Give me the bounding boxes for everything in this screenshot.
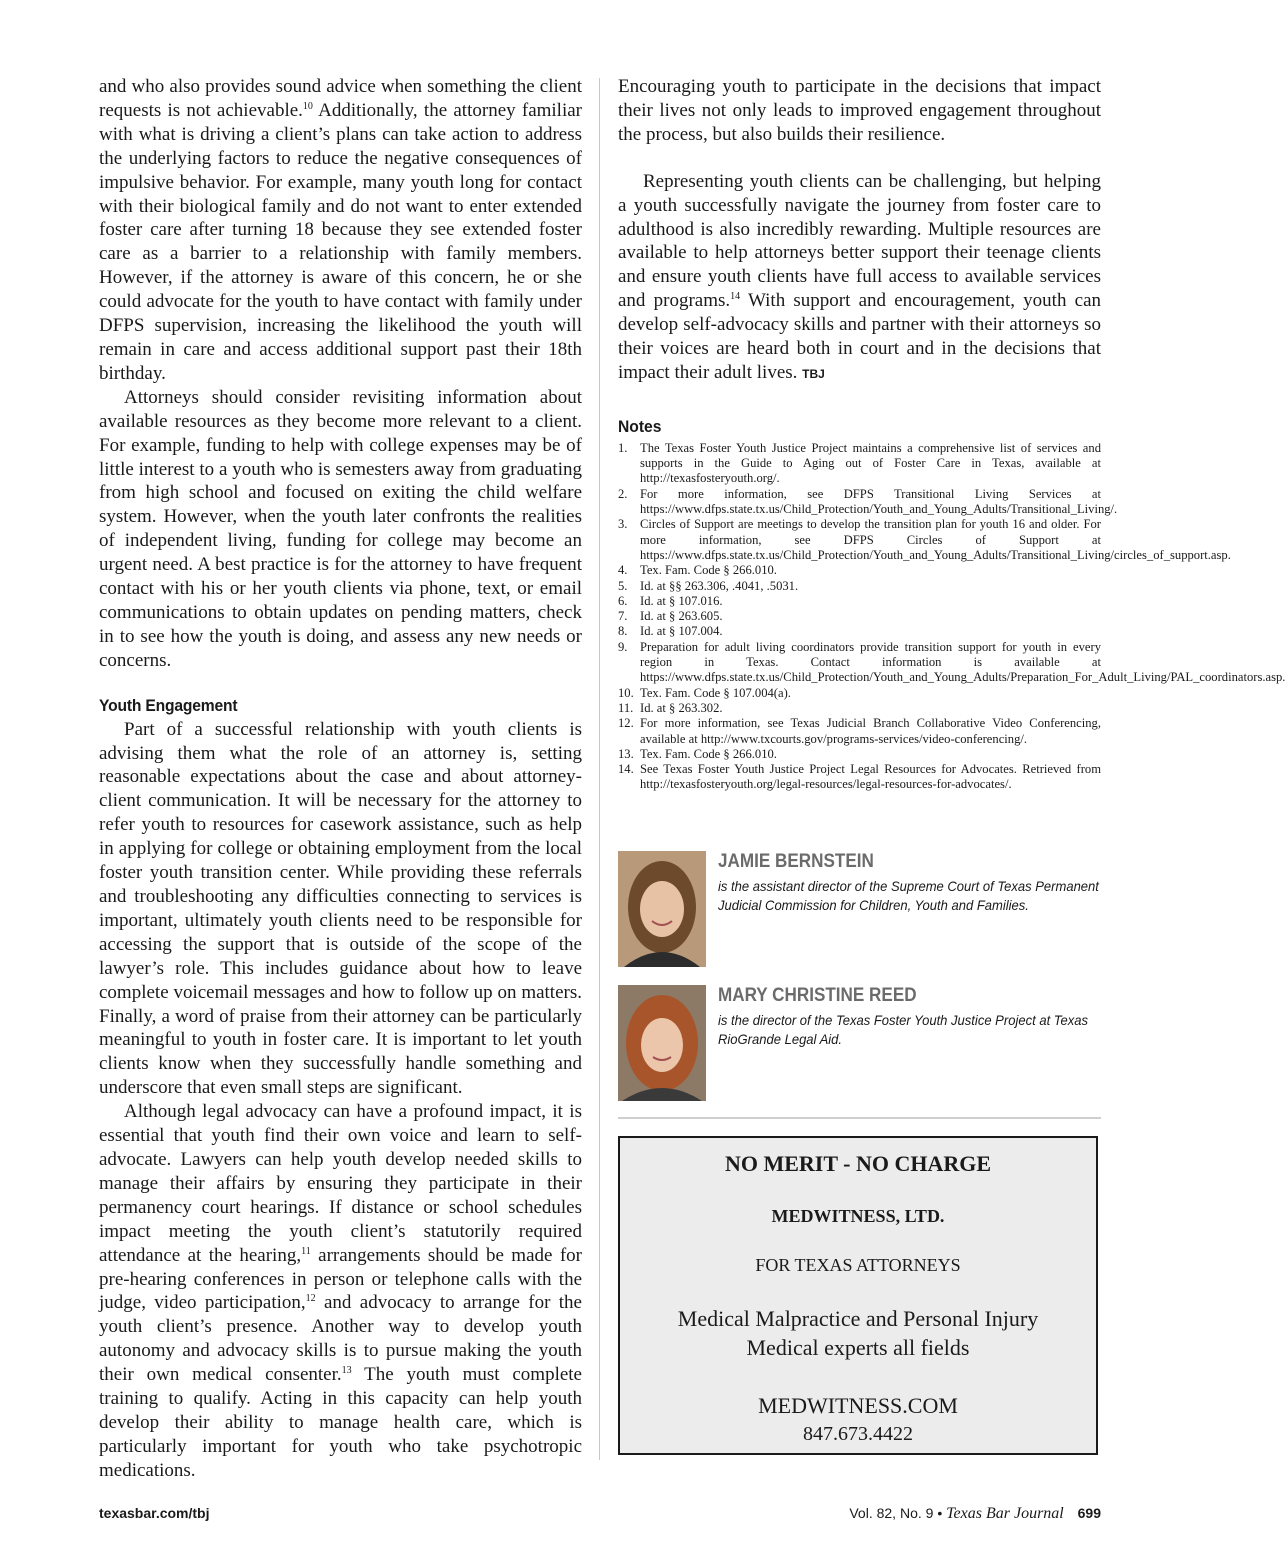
note-item: [618, 701, 1101, 716]
author-bio-bernstein: [618, 851, 1101, 969]
author-photo: [618, 985, 706, 1101]
note-text: Tex. Fam. Code § 107.004(a).: [640, 685, 791, 700]
paragraph: Part of a successful relationship with youth clients is advising them what the role of an attorney is, setting reasonable expectations about the case and about attorney-client communication. It will be necessary for the attorney to refer youth to resources for casework assistance, such as help in applying for college or obtaining employment from the local foster youth transition center. While providing these referrals and troubleshooting any difficulties connecting to services is important, ultimately youth clients need to be responsible for accessing the support that is outside of the scope of the lawyer’s role. This includes guidance about how to leave complete voicemail messages and how to follow up on matters. Finally, a word of praise from their attorney can be particularly meaningful to youth in foster care. It is important to let youth clients know when they successfully handle something and underscore that even small steps are significant.: [99, 718, 582, 1099]
note-text: For more information, see DFPS Transitional Living Services at https://www.dfps.state.tx.us/Child_Protection/Youth_and_Young_Adults/Transitional_Living/.: [640, 486, 1118, 517]
note-number: 2.: [618, 486, 628, 501]
note-item: [618, 517, 1231, 563]
note-number: 13.: [618, 746, 634, 761]
note-text: The Texas Foster Youth Justice Project maintains a comprehensive list of services and supports in the Guide to Aging out of Foster Care in Texas, available at http://texasfosteryouth.org/.: [640, 440, 1101, 486]
ad-service-line: Medical Malpractice and Personal Injury: [677, 1306, 1039, 1331]
footer-journal: Texas Bar Journal: [946, 1505, 1064, 1522]
note-text: See Texas Foster Youth Justice Project Legal Resources for Advocates. Retrieved from http://texasfosteryouth.org/legal-resources/legal-resources-for-advocates/.: [640, 762, 1101, 792]
note-text: For more information, see Texas Judicial Branch Collaborative Video Conferencing, available at http://www.txcourts.gov/programs-services/video-conferencing/.: [640, 716, 1101, 746]
note-text: Id. at § 263.302.: [640, 700, 723, 715]
text: arrangements should be made for pre-hearing conferences in person or telephone calls with the judge, video participation,: [99, 1244, 582, 1314]
ad-services: [620, 1304, 1096, 1362]
paragraph: [99, 75, 582, 386]
ad-company: MEDWITNESS, LTD.: [771, 1206, 945, 1226]
note-number: 11.: [618, 700, 634, 715]
note-item: [618, 624, 1101, 639]
left-column: [99, 75, 582, 1483]
author-name: MARY CHRISTINE REED: [718, 985, 917, 1006]
column-divider: [599, 78, 600, 1460]
note-text: Circles of Support are meetings to develop the transition plan for youth 16 and older. For more information, see DFPS Circles of Support at https://www.dfps.state.tx.us/Child_Protection/Youth_and_Young_Adults/Transitional_Living/circles_of_support.asp.: [640, 517, 1231, 562]
page-number: 699: [1077, 1505, 1101, 1521]
note-number: 10.: [618, 685, 634, 700]
text: Representing youth clients can be challenging, but helping a youth successfully navigate the journey from foster care to adulthood is also incredibly rewarding. Multiple resources are available to help attorneys better support their teenage clients and ensure youth clients have full access to available services and programs.: [618, 170, 1101, 312]
note-text: Id. at § 263.605.: [640, 609, 723, 624]
note-text: Id. at § 107.016.: [640, 593, 723, 608]
paragraph: Encouraging youth to participate in the decisions that impact their lives not only leads to improved engagement throughout the process, but also builds their resilience.: [618, 76, 1101, 145]
note-number: 5.: [618, 578, 628, 593]
note-number: 9.: [618, 639, 628, 654]
note-number: 8.: [618, 624, 628, 639]
end-mark: TBJ: [802, 366, 825, 381]
text: and who also provides sound advice when something the client requests is not achievable.: [99, 76, 582, 121]
author-bio: is the assistant director of the Supreme Court of Texas Permanent Judicial Commission for Children, Youth and Families.: [718, 878, 1099, 913]
face: [640, 881, 684, 937]
note-number: 1.: [618, 440, 628, 455]
note-item: [618, 441, 1101, 487]
note-item: [618, 686, 1101, 701]
note-item: [618, 609, 1101, 624]
face: [641, 1018, 683, 1072]
ad-audience: FOR TEXAS ATTORNEYS: [755, 1255, 961, 1275]
footer-url: texasbar.com/tbj: [99, 1505, 210, 1521]
note-text: Tex. Fam. Code § 266.010.: [640, 563, 777, 578]
medwitness-advertisement: [618, 1136, 1098, 1455]
note-item: [618, 747, 1101, 762]
footnote-ref: 14: [730, 291, 741, 303]
paragraph: [618, 170, 1101, 387]
ad-headline: NO MERIT - NO CHARGE: [724, 1151, 992, 1176]
note-text: Preparation for adult living coordinators provide transition support for youth in every region in Texas. Contact information is available at https://www.dfps.state.tx.us/Child_Protection/Youth_and_Young_Adults/Preparation_For_Adult_Living/PAL_coordinators.asp.: [640, 639, 1285, 685]
paragraph: Attorneys should consider revisiting information about available resources as they become more relevant to a client. For example, funding to help with college expenses may be of little interest to a youth who is semesters away from graduating from high school and focused on exiting the child welfare system. However, when the youth later confronts the realities of independent living, funding for college may become an urgent need. A best practice is for the attorney to have frequent contact with his or her youth clients via phone, text, or email communications to obtain updates on pending matters, check in to see how the youth is doing, and assess any new needs or concerns.: [99, 386, 582, 671]
note-number: 7.: [618, 609, 628, 624]
ad-website: MEDWITNESS.COM: [758, 1393, 958, 1418]
right-column: [618, 75, 1285, 793]
note-item: [618, 563, 1101, 578]
note-item: [618, 716, 1101, 747]
author-name: JAMIE BERNSTEIN: [718, 851, 874, 872]
paragraph: [99, 1100, 582, 1483]
footnote-ref: 11: [301, 1245, 311, 1257]
text: The youth must complete training to qualify. Acting in this capacity can help youth develop their ability to manage health care, which is particularly important for youth who take psychotropic medications.: [99, 1364, 582, 1481]
ad-phone: 847.673.4422: [803, 1423, 913, 1445]
note-number: 14.: [618, 762, 634, 777]
ad-service-line: Medical experts all fields: [746, 1335, 970, 1360]
footnote-ref: 13: [341, 1365, 352, 1377]
note-item: [618, 579, 1101, 594]
notes-list: [618, 440, 1285, 793]
note-text: Id. at §§ 263.306, .4041, .5031.: [640, 578, 799, 593]
note-item: [618, 762, 1101, 793]
footer-citation: [849, 1505, 1101, 1523]
note-number: 4.: [618, 563, 628, 578]
text: and advocacy to arrange for the youth client’s presence. Another way to develop youth autonomy and advocacy skills is to pursue making the youth their own medical consenter.: [99, 1292, 582, 1386]
author-photo: [618, 851, 706, 967]
footer-volume: Vol. 82, No. 9: [849, 1505, 934, 1521]
footnote-ref: 10: [302, 100, 313, 112]
footer-bullet: •: [937, 1505, 943, 1521]
text: With support and encouragement, youth can develop self-advocacy skills and partner with their attorneys so their voices are heard both in court and in the decisions that impact their adult lives.: [618, 290, 1102, 383]
author-info: [718, 985, 1101, 1048]
section-rule: [618, 1117, 1101, 1119]
note-number: 3.: [618, 517, 628, 532]
text: Additionally, the attorney familiar with what is driving a client’s plans can take action to address the underlying factors to reduce the negative consequences of impulsive behavior. For example, many youth long for contact with their biological family and do not want to enter extended foster care after turning 18 because they see extended foster care as a barrier to a relationship with family members. However, if the attorney is aware of this concern, he or she could advocate for the youth to have contact with family under DFPS supervision, increasing the likelihood the youth will remain in care and access additional support past their 18th birthday.: [99, 99, 583, 384]
note-item: [618, 639, 1285, 686]
note-text: Tex. Fam. Code § 266.010.: [640, 746, 777, 761]
note-item: [618, 594, 1101, 609]
note-text: Id. at § 107.004.: [640, 624, 723, 639]
author-info: [718, 851, 1101, 914]
note-item: [618, 486, 1118, 518]
author-bio: is the director of the Texas Foster Youth Justice Project at Texas RioGrande Legal Aid.: [718, 1012, 1089, 1047]
footnote-ref: 12: [305, 1293, 316, 1305]
note-number: 6.: [618, 593, 628, 608]
text: Although legal advocacy can have a profound impact, it is essential that youth find their own voice and learn to self-advocate. Lawyers can help youth develop needed skills to manage their affairs by ensuring they participate in their permanency court hearings. If distance or school schedules impact meeting the youth client’s statutorily required attendance at the hearing,: [99, 1101, 582, 1266]
note-number: 12.: [618, 716, 634, 731]
author-bio-reed: [618, 985, 1101, 1103]
notes-heading: Notes: [618, 416, 662, 436]
section-heading: Youth Engagement: [99, 695, 238, 715]
